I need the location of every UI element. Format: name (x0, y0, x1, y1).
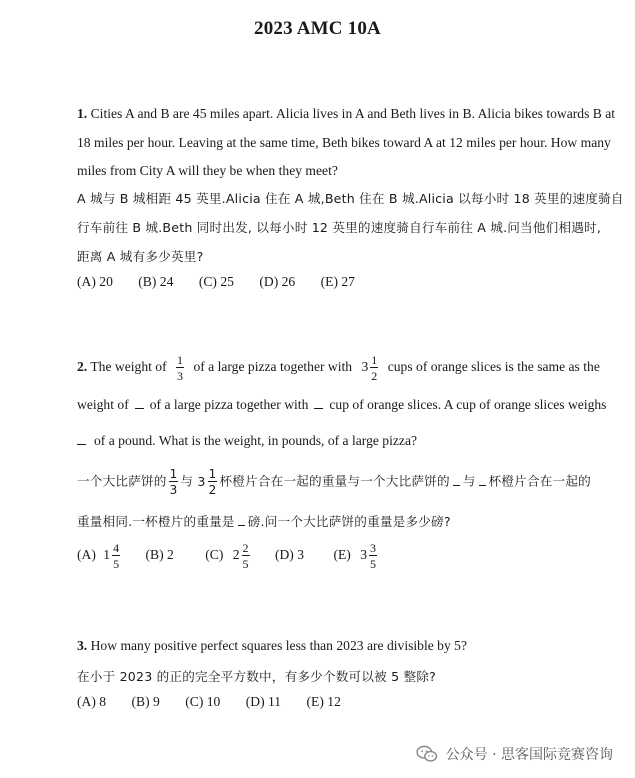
problem-2-en-text-1c: cups of orange slices is the same as the (387, 359, 600, 375)
problem-1-cn-line-2: 行车前往 B 城.Beth 同时出发, 以每小时 12 英里的速度骑自行车前往 A 城.问当他们相遇时, (77, 220, 602, 235)
denominator: 3 (169, 483, 178, 497)
numerator: 1 (371, 353, 378, 367)
answer-blank (479, 485, 486, 486)
mixed-number (360, 541, 379, 571)
denominator: 5 (370, 557, 376, 571)
choice-d: (D) 11 (245, 694, 282, 709)
problem-2-cn-text-2b: 磅.问一个大比萨饼的重量是多少磅? (247, 514, 451, 529)
wechat-icon (416, 745, 438, 763)
denominator: 3 (177, 369, 184, 383)
fraction (169, 468, 179, 496)
problem-1-en-line-3: miles from City A will they be when they meet? (77, 163, 338, 178)
answer-blank (77, 444, 86, 445)
problem-3-en-line-1 (77, 638, 467, 654)
choice-label: (A) (77, 547, 96, 563)
problem-1-en-line-2: 18 miles per hour. Leaving at the same time, Beth bikes toward A at 12 miles per hour. How many (77, 135, 611, 150)
problem-2-cn-text-1e: 杯橙片合在一起的 (488, 473, 591, 489)
page-title: 2023 AMC 10A (254, 18, 381, 39)
problem-3-en-text-1: How many positive perfect squares less than 2023 are divisible by 5? (90, 638, 467, 653)
problem-2-en-line-2 (77, 397, 606, 413)
choice-d: (D) 3 (274, 547, 305, 563)
choice-label: (C) (205, 547, 224, 563)
numerator: 1 (169, 467, 178, 481)
problem-2-en-text-2a: weight of (77, 397, 129, 412)
choice-c (205, 541, 255, 571)
problem-2-cn-line-1 (77, 468, 591, 496)
choice-a: (A) 8 (77, 694, 107, 709)
mixed-number (232, 541, 252, 571)
whole-part: 3 (197, 473, 206, 489)
denominator: 5 (242, 557, 249, 571)
whole-part: 2 (232, 547, 240, 563)
numerator: 2 (242, 541, 249, 555)
problem-2-en-line-1 (77, 354, 600, 382)
numerator: 4 (113, 541, 120, 555)
choice-c: (C) 10 (185, 694, 221, 709)
answer-blank (314, 408, 323, 409)
problem-1-en-line-1 (77, 106, 615, 122)
fraction (176, 354, 184, 382)
problem-2-cn-text-1c: 杯橙片合在一起的重量与一个大比萨饼的 (219, 473, 450, 489)
mixed-number (103, 541, 122, 571)
answer-blank (453, 485, 460, 486)
numerator: 1 (177, 353, 184, 367)
fraction (208, 468, 218, 496)
choice-label: (E) (333, 547, 351, 563)
choice-c: (C) 25 (198, 274, 234, 289)
mixed-number (361, 353, 384, 383)
choice-b: (B) 24 (138, 274, 174, 289)
answer-blank (238, 525, 245, 526)
numerator: 3 (370, 541, 376, 555)
problem-1-cn-line-1: A 城与 B 城相距 45 英里.Alicia 住在 A 城,Beth 住在 B 城.Alicia 以每小时 18 英里的速度骑自 (77, 191, 624, 206)
problem-1-number: 1. (77, 106, 88, 121)
problem-2-en-line-3 (77, 433, 417, 449)
problem-3-choices (77, 694, 363, 710)
problem-2-cn-text-2a: 重量相同.一杯橙片的重量是 (77, 514, 235, 529)
problem-3-number: 3. (77, 638, 88, 653)
problem-2-cn-text-1d: 与 (462, 473, 476, 489)
fraction (370, 354, 378, 382)
choice-e (333, 541, 379, 571)
fraction (369, 542, 377, 570)
watermark-text: 公众号 · 思客国际竞赛咨询 (445, 747, 613, 763)
problem-2-number: 2. (77, 359, 88, 375)
problem-3-cn-line-1: 在小于 2023 的正的完全平方数中，有多少个数可以被 5 整除? (77, 669, 437, 684)
whole-part: 1 (103, 547, 111, 563)
fraction (242, 542, 250, 570)
choice-a (77, 541, 125, 571)
problem-2-en-text-1b: of a large pizza together with (193, 359, 353, 375)
choice-e: (E) 12 (306, 694, 341, 709)
problem-1-choices (77, 274, 377, 290)
problem-2-en-text-3a: of a pound. What is the weight, in pounds, of a large pizza? (94, 433, 418, 448)
mixed-number (197, 467, 219, 497)
answer-blank (135, 408, 144, 409)
denominator: 5 (113, 557, 120, 571)
choice-e: (E) 27 (320, 274, 355, 289)
watermark (416, 744, 613, 764)
whole-part: 3 (361, 359, 369, 375)
problem-2-cn-line-2 (77, 511, 451, 530)
choice-a: (A) 20 (77, 274, 113, 289)
problem-2-cn-text-1b: 与 (180, 473, 194, 489)
problem-2-choices (77, 542, 379, 570)
problem-2-en-text-2b: of a large pizza together with (149, 397, 309, 412)
choice-b: (B) 9 (131, 694, 160, 709)
problem-1-cn-line-3: 距离 A 城有多少英里? (77, 249, 204, 264)
choice-d: (D) 26 (259, 274, 296, 289)
problem-2-cn-text-1a: 一个大比萨饼的 (77, 473, 167, 489)
numerator: 1 (208, 467, 217, 481)
denominator: 2 (208, 483, 217, 497)
problem-2-en-text-1a: The weight of (90, 359, 167, 375)
denominator: 2 (371, 369, 378, 383)
problem-1-en-text-1: Cities A and B are 45 miles apart. Alicia lives in A and Beth lives in B. Alicia bikes towards B at (90, 106, 616, 121)
fraction (112, 542, 120, 570)
whole-part: 3 (360, 547, 367, 563)
choice-b: (B) 2 (145, 547, 174, 563)
problem-2-en-text-2c: cup of orange slices. A cup of orange slices weighs (329, 397, 607, 412)
